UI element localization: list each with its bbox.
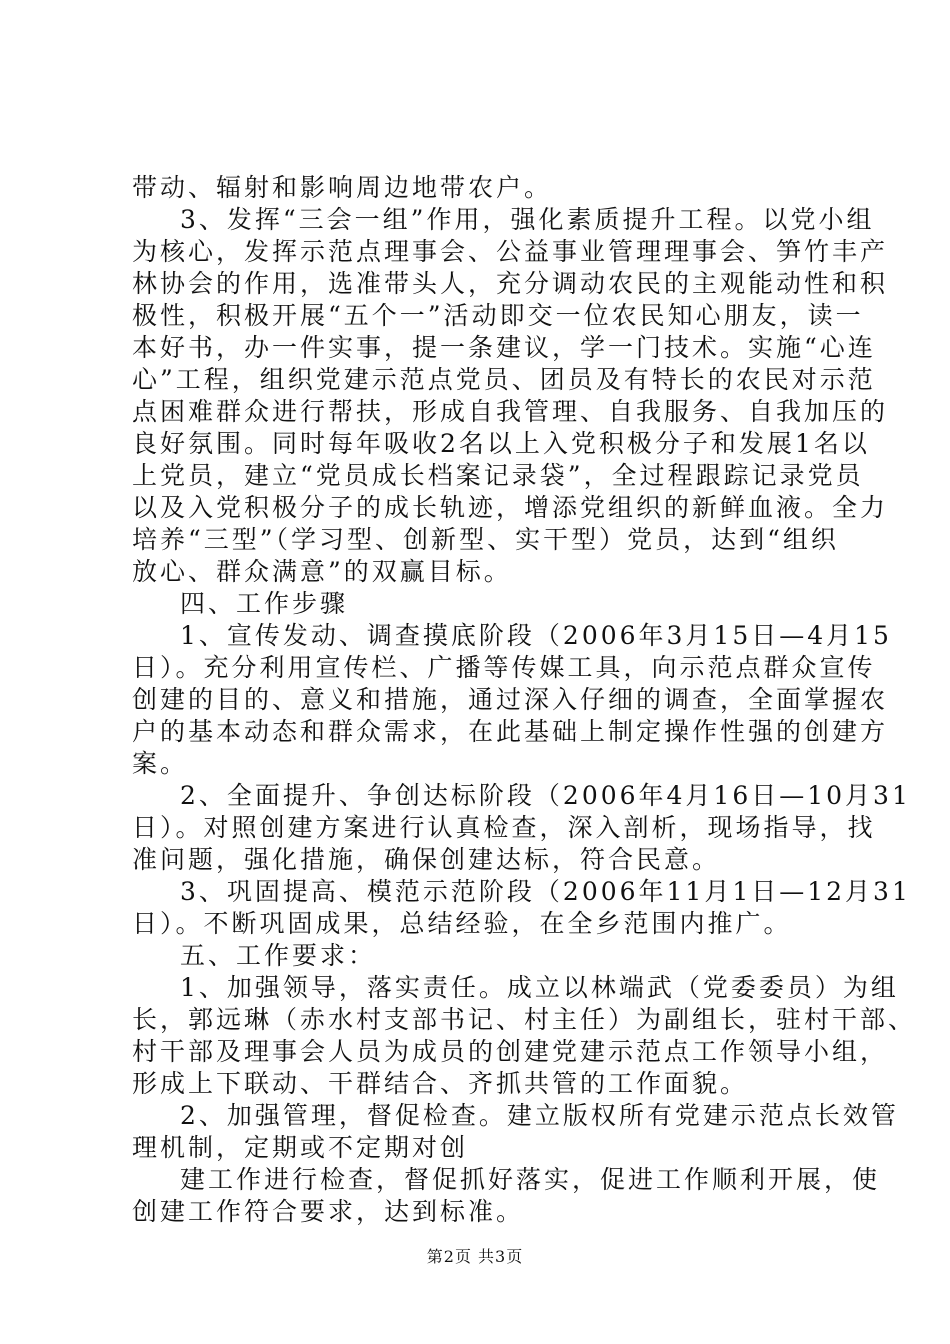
text-line: 极性，积极开展“五个一”活动即交一位农民知心朋友，读一 xyxy=(132,301,864,330)
text-line: 3、发挥“三会一组”作用，强化素质提升工程。以党小组 xyxy=(180,205,875,234)
text-line: 点困难群众进行帮扶，形成自我管理、自我服务、自我加压的 xyxy=(132,397,889,426)
text-line: 创建工作符合要求，达到标准。 xyxy=(132,1197,525,1226)
text-line: 准问题，强化措施，确保创建达标，符合民意。 xyxy=(132,845,721,874)
text-line: 1、宣传发动、调查摸底阶段（2006年3月15日—4月15 xyxy=(180,621,892,650)
text-line: 2、全面提升、争创达标阶段（2006年4月16日—10月31 xyxy=(180,781,911,810)
text-line: 创建的目的、意义和措施，通过深入仔细的调查，全面掌握农 xyxy=(132,685,889,714)
text-line: 户的基本动态和群众需求，在此基础上制定操作性强的创建方 xyxy=(132,717,889,746)
text-line: 为核心，发挥示范点理事会、公益事业管理理事会、笋竹丰产 xyxy=(132,237,889,266)
section-heading: 五、工作要求： xyxy=(180,941,377,970)
text-line: 3、巩固提高、模范示范阶段（2006年11月1日—12月31 xyxy=(180,877,911,906)
text-line: 建工作进行检查，督促抓好落实，促进工作顺利开展，使 xyxy=(180,1165,881,1194)
text-line: 以及入党积极分子的成长轨迹，增添党组织的新鲜血液。全力 xyxy=(132,493,889,522)
text-line: 日）。充分利用宣传栏、广播等传媒工具，向示范点群众宣传 xyxy=(132,653,876,682)
text-line: 带动、辐射和影响周边地带农户。 xyxy=(132,173,553,202)
text-line: 上党员，建立“党员成长档案记录袋”，全过程跟踪记录党员 xyxy=(132,461,864,490)
section-heading: 四、工作步骤 xyxy=(180,589,349,618)
text-line: 日）。不断巩固成果，总结经验，在全乡范围内推广。 xyxy=(132,909,792,938)
text-line: 放心、群众满意”的双赢目标。 xyxy=(132,557,512,586)
text-line: 日）。对照创建方案进行认真检查，深入剖析，现场指导，找 xyxy=(132,813,876,842)
text-line: 形成上下联动、干群结合、齐抓共管的工作面貌。 xyxy=(132,1069,749,1098)
text-line: 1、加强领导，落实责任。成立以林端武（党委委员）为组 xyxy=(180,973,899,1002)
text-line: 培养“三型”（学习型、创新型、实干型）党员，达到“组织 xyxy=(132,525,839,554)
text-line: 良好氛围。同时每年吸收2名以上入党积极分子和发展1名以 xyxy=(132,429,870,458)
text-line: 心”工程，组织党建示范点党员、团员及有特长的农民对示范 xyxy=(132,365,876,394)
text-line: 案。 xyxy=(132,749,189,778)
text-line: 林协会的作用，选准带头人，充分调动农民的主观能动性和积 xyxy=(132,269,889,298)
text-line: 村干部及理事会人员为成员的创建党建示范点工作领导小组， xyxy=(132,1037,889,1066)
text-line: 本好书，办一件实事，提一条建议，学一门技术。实施“心连 xyxy=(132,333,876,362)
page-number-footer: 第2页 共3页 xyxy=(426,1247,524,1266)
text-line: 长，郭远琳（赤水村支部书记、村主任）为副组长，驻村干部、 xyxy=(132,1005,917,1034)
text-line: 理机制，定期或不定期对创 xyxy=(132,1133,469,1162)
text-line: 2、加强管理，督促检查。建立版权所有党建示范点长效管 xyxy=(180,1101,899,1130)
